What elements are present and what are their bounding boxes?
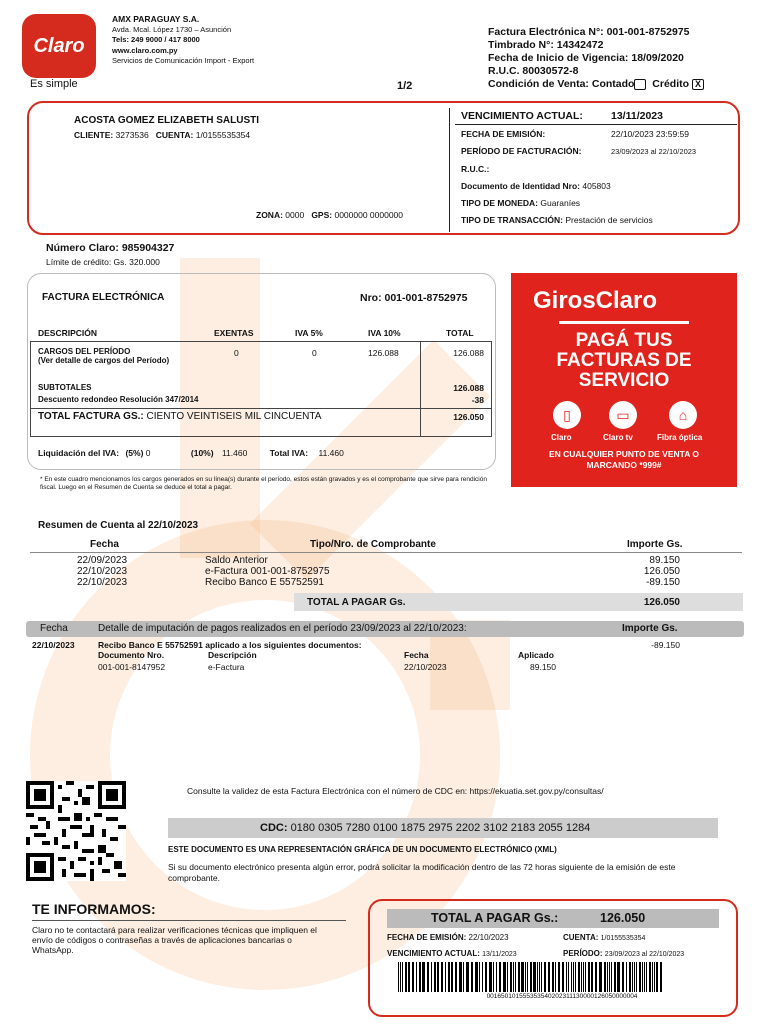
divider [30, 341, 31, 436]
divider [559, 321, 689, 324]
resumen-title: Resumen de Cuenta al 22/10/2023 [38, 520, 199, 531]
client-name: ACOSTA GOMEZ ELIZABETH SALUSTI [74, 115, 259, 126]
cdc: CDC: 0180 0305 7280 0100 1875 2975 2202 3102 2183 2055 1284 [260, 822, 591, 834]
divider [491, 341, 492, 436]
subtotales-value: 126.088 [453, 383, 484, 393]
res-fecha: 22/09/2023 [77, 555, 128, 566]
res-tipo: e-Factura 001-001-8752975 [205, 566, 330, 577]
divider [32, 920, 346, 921]
factura-number: Factura Electrónica N°: 001-001-8752975 [488, 26, 690, 38]
col-iva10: IVA 10% [368, 328, 401, 338]
imp-recibo: Recibo Banco E 55752591 aplicado a los siguientes documentos: [98, 640, 362, 650]
col-descripcion: DESCRIPCIÓN [38, 328, 98, 338]
representacion: ESTE DOCUMENTO ES UNA REPRESENTACIÓN GRÁFICA DE UN DOCUMENTO ELECTRÓNICO (XML) [168, 845, 557, 854]
total-factura-value: 126.050 [453, 412, 484, 422]
col-total: TOTAL [446, 328, 474, 338]
subtotales-label: SUBTOTALES [38, 383, 92, 392]
imp-sub-doc: Documento Nro. [98, 650, 165, 660]
res-col-tipo: Tipo/Nro. de Comprobante [310, 539, 436, 550]
company-phone: Tels: 249 9000 / 417 8000 [112, 35, 200, 44]
zona-gps: ZONA: 0000 GPS: 0000000 0000000 [256, 210, 404, 220]
pay-total-label: TOTAL A PAGAR Gs.: [431, 911, 559, 925]
promo-footer: EN CUALQUIER PUNTO DE VENTA O MARCANDO *999# [548, 449, 700, 470]
qr-code [26, 781, 126, 881]
res-fecha: 22/10/2023 [77, 577, 128, 588]
res-tipo: Saldo Anterior [205, 555, 268, 566]
home-icon: ⌂ [669, 401, 697, 429]
divider [30, 552, 742, 553]
company-name: AMX PARAGUAY S.A. [112, 14, 200, 24]
invoice-header [488, 26, 704, 91]
imp-doc-nro: 001-001-8147952 [98, 662, 166, 672]
imp-detalle: Detalle de imputación de pagos realizados en el período 23/09/2023 al 22/10/2023: [98, 623, 467, 634]
promo-label-tv: Claro tv [603, 433, 633, 442]
imp-sub-aplicado: Aplicado [518, 650, 554, 660]
company-address: Avda. Mcal. López 1730 – Asunción [112, 24, 232, 34]
tipo-moneda: TIPO DE MONEDA: Guaraníes [461, 198, 581, 208]
cargos-exentas: 0 [234, 348, 239, 358]
invoice-title: FACTURA ELECTRÓNICA [42, 292, 165, 303]
imp-doc-fecha: 22/10/2023 [404, 662, 447, 672]
promo-brand: GirosClaro [533, 287, 658, 314]
res-fecha: 22/10/2023 [77, 566, 128, 577]
error-note: Si su documento electrónico presenta algún error, podrá solicitar la modificación dentro de las 72 horas siguiente de la emisión de este comprobante. [168, 862, 676, 883]
imp-col-importe: Importe Gs. [622, 623, 678, 634]
imp-sub-fecha: Fecha [404, 650, 429, 660]
contado-checkbox [634, 79, 646, 90]
tipo-transaccion: TIPO DE TRANSACCIÓN: Prestación de servicios [461, 215, 653, 225]
ruc-label: R.U.C.: [461, 164, 490, 174]
limite-credito: Límite de crédito: Gs. 320.000 [46, 257, 160, 267]
company-services: Servicios de Comunicación Import - Export [112, 56, 255, 65]
invoice-nro: Nro: 001-001-8752975 [360, 292, 468, 304]
pay-vencimiento: VENCIMIENTO ACTUAL: 13/11/2023 [387, 949, 517, 958]
divider [30, 341, 492, 342]
credito-checkbox: X [692, 79, 704, 90]
giros-claro-promo [511, 273, 737, 487]
res-tipo: Recibo Banco E 55752591 [205, 577, 324, 588]
vigencia: Fecha de Inicio de Vigencia: 18/09/2020 [488, 52, 684, 64]
consulte-text: Consulte la validez de esta Factura Electrónica con el número de CDC en: https://ekuatia.set.gov.py/consultas/ [187, 786, 604, 796]
logo-tagline: Es simple [30, 78, 78, 90]
promo-label-claro: Claro [551, 433, 572, 442]
col-iva5: IVA 5% [295, 328, 323, 338]
fecha-emision: FECHA DE EMISIÓN: 22/10/2023 23:59:59 [461, 129, 689, 139]
barcode-number: 001650101555353540202311130000126050000004 [486, 993, 638, 1000]
footnote: * En este cuadro mencionamos los cargos generados en su línea(s) durante el período, estos están gravados y es el comprobante que sirve para rendición fiscal. Luego en el Resumen de Cuenta se deduce el total a pagar. [40, 476, 487, 491]
tv-icon: ▭ [609, 401, 637, 429]
res-col-fecha: Fecha [90, 539, 119, 550]
te-informamos-title: TE INFORMAMOS: [32, 901, 156, 917]
company-info [112, 14, 254, 67]
total-factura: TOTAL FACTURA GS.: CIENTO VEINTISEIS MIL CINCUENTA [38, 411, 322, 422]
te-informamos-text: Claro no te contactará para realizar verificaciones técnicas que impliquen el envío de códigos o contraseñas a través de aplicaciones bancarias o WhatsApp. [32, 925, 317, 955]
res-importe: 126.050 [643, 566, 680, 577]
divider [30, 408, 492, 409]
periodo-facturacion: PERÍODO DE FACTURACIÓN: 23/09/2023 al 22/10/2023 [461, 146, 697, 156]
res-importe: 89.150 [649, 555, 680, 566]
total-pagar-label: TOTAL A PAGAR Gs. [307, 597, 406, 608]
imp-aplicado: 89.150 [530, 662, 556, 672]
divider [30, 436, 492, 437]
imp-desc: e-Factura [208, 662, 245, 672]
documento-identidad: Documento de Identidad Nro: 405803 [461, 181, 611, 191]
divider [420, 341, 421, 436]
cargos-iva5: 0 [312, 348, 317, 358]
liquidacion-iva: Liquidación del IVA: (5%) 0 (10%) 11.460 Total IVA: 11.460 [38, 448, 344, 458]
company-web: www.claro.com.py [112, 45, 178, 55]
col-exentas: EXENTAS [214, 328, 254, 338]
pay-cuenta: CUENTA: 1/0155535354 [563, 933, 646, 942]
ruc: R.U.C. 80030572-8 [488, 65, 579, 77]
numero-claro: Número Claro: 985904327 [46, 242, 175, 254]
promo-label-fibra: Fibra óptica [657, 433, 703, 442]
redondeo-value: -38 [471, 395, 484, 405]
imp-fecha: 22/10/2023 [32, 640, 75, 650]
res-importe: -89.150 [646, 577, 680, 588]
divider [455, 124, 737, 125]
phone-icon: ▯ [553, 401, 581, 429]
total-pagar-value: 126.050 [643, 597, 680, 608]
promo-title: PAGÁ TUS FACTURAS DE SERVICIO [556, 330, 692, 391]
client-ids: CLIENTE: 3273536 CUENTA: 1/0155535354 [74, 130, 251, 140]
res-col-importe: Importe Gs. [627, 539, 683, 550]
cargos-periodo: CARGOS DEL PERÍODO (Ver detalle de cargos del Período) [38, 347, 170, 365]
divider [449, 108, 450, 232]
barcode [398, 962, 726, 992]
pay-periodo: PERÍODO: 23/09/2023 al 22/10/2023 [563, 949, 685, 958]
cargos-total: 126.088 [453, 348, 484, 358]
pay-total-value: 126.050 [600, 911, 646, 925]
timbrado: Timbrado N°: 14342472 [488, 39, 604, 51]
vencimiento: VENCIMIENTO ACTUAL: 13/11/2023 [461, 110, 663, 122]
condicion-venta: Condición de Venta: Contado Crédito X [488, 78, 704, 91]
imp-importe: -89.150 [651, 640, 680, 650]
imp-col-fecha: Fecha [40, 623, 68, 634]
cargos-iva10: 126.088 [368, 348, 399, 358]
redondeo-label: Descuento redondeo Resolución 347/2014 [38, 395, 199, 404]
pay-emision: FECHA DE EMISIÓN: 22/10/2023 [387, 933, 509, 942]
page-number: 1/2 [397, 80, 413, 92]
claro-logo: Claro [22, 14, 96, 78]
imp-sub-desc: Descripción [208, 650, 257, 660]
